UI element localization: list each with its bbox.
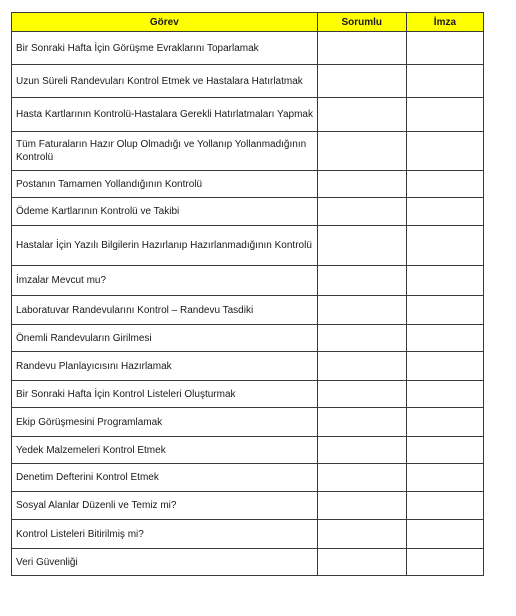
table-row <box>12 492 484 520</box>
task-cell: Hasta Kartlarının Kontrolü-Hastalara Gerekli Hatırlatmaları Yapmak <box>12 98 318 132</box>
responsible-cell[interactable] <box>317 352 406 381</box>
signature-cell[interactable] <box>406 381 483 408</box>
table-row <box>12 325 484 352</box>
table-row <box>12 32 484 65</box>
task-cell: Önemli Randevuların Girilmesi <box>12 325 318 352</box>
table-row <box>12 98 484 132</box>
signature-cell[interactable] <box>406 325 483 352</box>
table-row <box>12 408 484 437</box>
table-row <box>12 266 484 296</box>
signature-cell[interactable] <box>406 198 483 226</box>
checklist-table <box>11 12 484 576</box>
responsible-cell[interactable] <box>317 98 406 132</box>
task-cell: Veri Güvenliği <box>12 549 318 576</box>
task-cell: Laboratuvar Randevularını Kontrol – Randevu Tasdiki <box>12 296 318 325</box>
signature-cell[interactable] <box>406 549 483 576</box>
task-cell: Postanın Tamamen Yollandığının Kontrolü <box>12 171 318 198</box>
table-row <box>12 171 484 198</box>
responsible-cell[interactable] <box>317 464 406 492</box>
signature-cell[interactable] <box>406 464 483 492</box>
responsible-cell[interactable] <box>317 492 406 520</box>
responsible-cell[interactable] <box>317 226 406 266</box>
table-row <box>12 381 484 408</box>
table-row <box>12 296 484 325</box>
responsible-cell[interactable] <box>317 381 406 408</box>
signature-cell[interactable] <box>406 492 483 520</box>
column-header-task: Görev <box>12 13 318 32</box>
responsible-cell[interactable] <box>317 549 406 576</box>
responsible-cell[interactable] <box>317 171 406 198</box>
signature-cell[interactable] <box>406 296 483 325</box>
responsible-cell[interactable] <box>317 520 406 549</box>
signature-cell[interactable] <box>406 520 483 549</box>
responsible-cell[interactable] <box>317 325 406 352</box>
table-row <box>12 65 484 98</box>
task-cell: Hastalar İçin Yazılı Bilgilerin Hazırlanıp Hazırlanmadığının Kontrolü <box>12 226 318 266</box>
signature-cell[interactable] <box>406 408 483 437</box>
task-cell: Sosyal Alanlar Düzenli ve Temiz mi? <box>12 492 318 520</box>
task-cell: Yedek Malzemeleri Kontrol Etmek <box>12 437 318 464</box>
header-row <box>12 13 484 32</box>
table-row <box>12 198 484 226</box>
responsible-cell[interactable] <box>317 198 406 226</box>
signature-cell[interactable] <box>406 226 483 266</box>
column-header-signature: İmza <box>406 13 483 32</box>
responsible-cell[interactable] <box>317 32 406 65</box>
responsible-cell[interactable] <box>317 408 406 437</box>
table-row <box>12 352 484 381</box>
responsible-cell[interactable] <box>317 132 406 171</box>
signature-cell[interactable] <box>406 266 483 296</box>
table-row <box>12 132 484 171</box>
task-cell: Bir Sonraki Hafta İçin Kontrol Listeleri Oluşturmak <box>12 381 318 408</box>
signature-cell[interactable] <box>406 437 483 464</box>
task-cell: Ekip Görüşmesini Programlamak <box>12 408 318 437</box>
table-row <box>12 549 484 576</box>
signature-cell[interactable] <box>406 32 483 65</box>
signature-cell[interactable] <box>406 132 483 171</box>
task-cell: Ödeme Kartlarının Kontrolü ve Takibi <box>12 198 318 226</box>
signature-cell[interactable] <box>406 65 483 98</box>
table-row <box>12 226 484 266</box>
task-cell: İmzalar Mevcut mu? <box>12 266 318 296</box>
table-row <box>12 520 484 549</box>
task-cell: Uzun Süreli Randevuları Kontrol Etmek ve Hastalara Hatırlatmak <box>12 65 318 98</box>
responsible-cell[interactable] <box>317 65 406 98</box>
task-cell: Randevu Planlayıcısını Hazırlamak <box>12 352 318 381</box>
signature-cell[interactable] <box>406 98 483 132</box>
table-row <box>12 437 484 464</box>
responsible-cell[interactable] <box>317 266 406 296</box>
responsible-cell[interactable] <box>317 437 406 464</box>
table-row <box>12 464 484 492</box>
signature-cell[interactable] <box>406 171 483 198</box>
task-cell: Kontrol Listeleri Bitirilmiş mi? <box>12 520 318 549</box>
task-cell: Tüm Faturaların Hazır Olup Olmadığı ve Yollanıp Yollanmadığının Kontrolü <box>12 132 318 171</box>
column-header-responsible: Sorumlu <box>317 13 406 32</box>
responsible-cell[interactable] <box>317 296 406 325</box>
task-cell: Bir Sonraki Hafta İçin Görüşme Evraklarını Toparlamak <box>12 32 318 65</box>
task-cell: Denetim Defterini Kontrol Etmek <box>12 464 318 492</box>
signature-cell[interactable] <box>406 352 483 381</box>
